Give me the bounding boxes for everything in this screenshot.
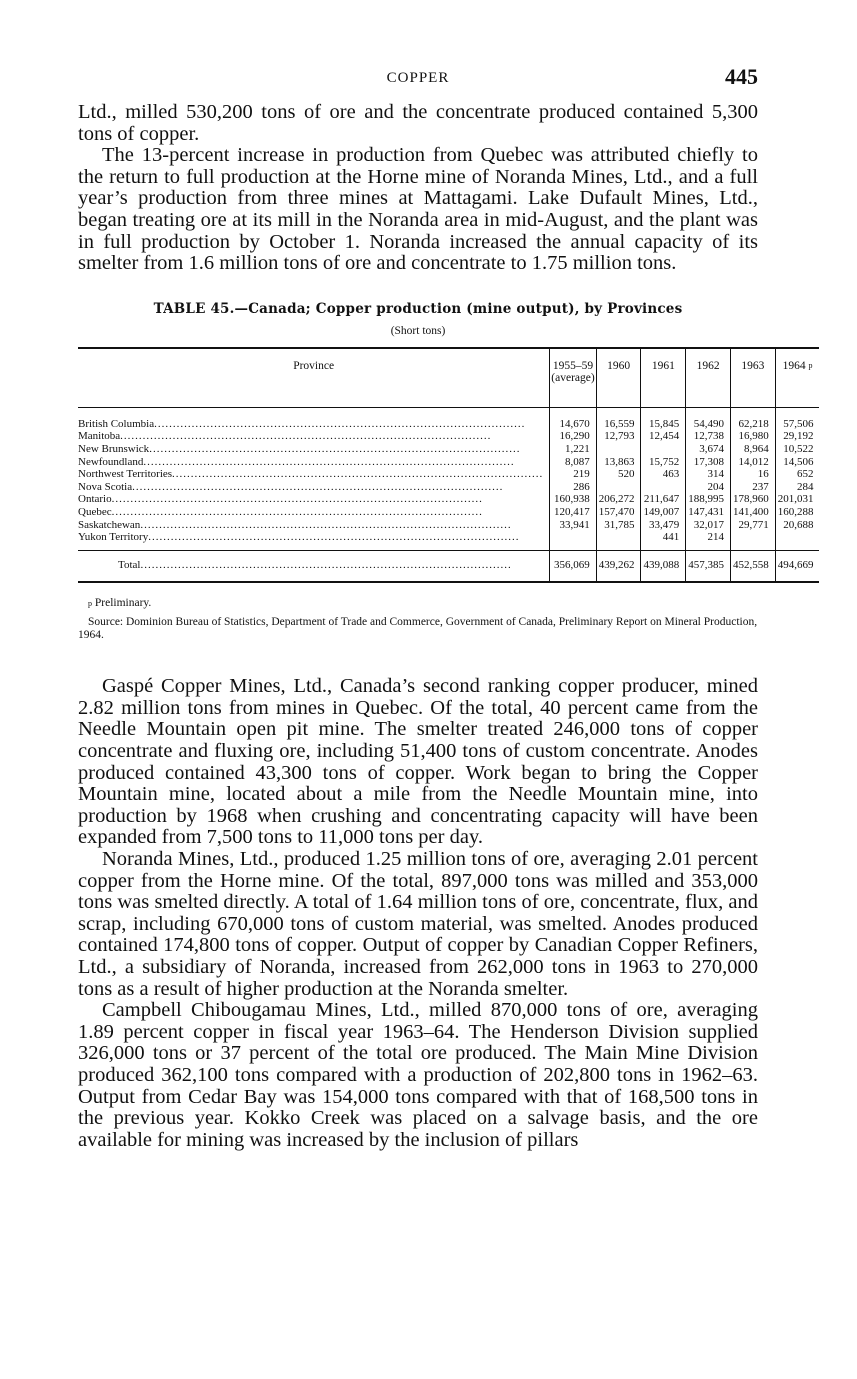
value-cell: 178,960 bbox=[730, 493, 775, 506]
value-cell: 214 bbox=[686, 531, 731, 550]
value-cell bbox=[730, 531, 775, 550]
province-cell: Northwest Territories ..... bbox=[78, 468, 550, 481]
value-cell: 652 bbox=[775, 468, 819, 481]
value-cell: 17,308 bbox=[686, 456, 731, 469]
paragraph-campbell: Campbell Chibougamau Mines, Ltd., milled 870,000 tons of ore, averaging 1.89 percent copper in fiscal year 1963–64. The Henderson Division supplied 326,000 tons or 37 percent of the total ore produced. The Main Mine Division produced 362,100 tons compared with a production of 202,800 tons in 1962–63. Output from Cedar Bay was 154,000 tons compared with that of 168,500 tons in the previous year. Kokko Creek was placed on a salvage basis, and the ore available for mining was increased by the inclusion of pillars bbox=[78, 999, 758, 1151]
running-title: COPPER bbox=[386, 70, 450, 86]
value-cell: 16,559 bbox=[596, 407, 641, 430]
table-source: Source: Dominion Bureau of Statistics, Department of Trade and Commerce, Government of Canada, Preliminary Report on Mineral Production, 1964. bbox=[78, 616, 758, 642]
total-value-cell: 439,088 bbox=[641, 550, 686, 582]
value-cell bbox=[641, 443, 686, 456]
value-cell: 13,863 bbox=[596, 456, 641, 469]
table-header-row bbox=[78, 348, 819, 408]
value-cell: 160,938 bbox=[550, 493, 596, 506]
header-1960: 1960 bbox=[596, 348, 641, 408]
value-cell bbox=[641, 481, 686, 494]
header-1961: 1961 bbox=[641, 348, 686, 408]
value-cell: 201,031 bbox=[775, 493, 819, 506]
table-row bbox=[78, 519, 819, 532]
footnote bbox=[78, 597, 758, 610]
table-row bbox=[78, 456, 819, 469]
value-cell: 314 bbox=[686, 468, 731, 481]
header-1955-59: 1955–59 (average) bbox=[550, 348, 596, 408]
table-row bbox=[78, 430, 819, 443]
province-cell: Yukon Territory ..... bbox=[78, 531, 550, 550]
value-cell: 8,087 bbox=[550, 456, 596, 469]
province-cell: Saskatchewan ..... bbox=[78, 519, 550, 532]
value-cell bbox=[596, 443, 641, 456]
total-value-cell: 494,669 bbox=[775, 550, 819, 582]
table-row bbox=[78, 443, 819, 456]
province-cell: Ontario ..... bbox=[78, 493, 550, 506]
paragraph-noranda: Noranda Mines, Ltd., produced 1.25 million tons of ore, averaging 2.01 percent copper from the Horne mine. Of the total, 897,000 tons was milled and 353,000 tons was smelted directly. A total of 1.64 million tons of ore, concentrate, flux, and scrap, including 670,000 tons of custom material, was smelted. Anodes produced contained 174,800 tons of copper. Output of copper by Canadian Copper Refiners, Ltd., a subsidiary of Noranda, increased from 262,000 tons in 1963 to 270,000 tons as a result of higher production at the Noranda smelter. bbox=[78, 848, 758, 1000]
value-cell: 32,017 bbox=[686, 519, 731, 532]
total-value-cell: 439,262 bbox=[596, 550, 641, 582]
value-cell: 14,012 bbox=[730, 456, 775, 469]
value-cell: 141,400 bbox=[730, 506, 775, 519]
header-1962: 1962 bbox=[686, 348, 731, 408]
page-number: 445 bbox=[725, 64, 758, 89]
value-cell bbox=[775, 531, 819, 550]
table-unit: (Short tons) bbox=[390, 324, 446, 337]
value-cell: 54,490 bbox=[686, 407, 731, 430]
province-cell: British Columbia ..... bbox=[78, 407, 550, 430]
value-cell: 14,506 bbox=[775, 456, 819, 469]
page bbox=[78, 62, 814, 1151]
value-cell: 206,272 bbox=[596, 493, 641, 506]
value-cell: 16,980 bbox=[730, 430, 775, 443]
value-cell: 160,288 bbox=[775, 506, 819, 519]
table-row bbox=[78, 493, 819, 506]
table-row bbox=[78, 468, 819, 481]
header-1964-label: 1964 bbox=[782, 359, 806, 372]
value-cell: 120,417 bbox=[550, 506, 596, 519]
production-table bbox=[78, 347, 819, 584]
footnote-mark: p bbox=[88, 599, 92, 609]
value-cell: 33,941 bbox=[550, 519, 596, 532]
table-notes bbox=[78, 597, 758, 642]
value-cell: 157,470 bbox=[596, 506, 641, 519]
value-cell: 20,688 bbox=[775, 519, 819, 532]
table-body bbox=[78, 407, 819, 582]
value-cell: 62,218 bbox=[730, 407, 775, 430]
paragraph-gaspe: Gaspé Copper Mines, Ltd., Canada’s second ranking copper producer, mined 2.82 million tons from mines in Quebec. Of the total, 40 percent came from the Needle Mountain open pit mine. The smelter treated 246,000 tons of copper concentrate and fluxing ore, including 51,400 tons of custom concentrate. Anodes produced contained 43,300 tons of copper. Work began to bring the Copper Mountain mine, located about a mile from the Needle Mountain mine, into production by 1968 when crushing and concentrating capacity will have been expanded from 7,500 tons to 11,000 tons per day. bbox=[78, 675, 758, 849]
province-cell: Nova Scotia ..... bbox=[78, 481, 550, 494]
table-title: TABLE 45.—Canada; Copper production (mine output), by Provinces bbox=[153, 300, 683, 317]
table-row bbox=[78, 506, 819, 519]
value-cell: 204 bbox=[686, 481, 731, 494]
total-value-cell: 452,558 bbox=[730, 550, 775, 582]
running-head bbox=[78, 62, 758, 102]
header-1963: 1963 bbox=[730, 348, 775, 408]
value-cell: 29,192 bbox=[775, 430, 819, 443]
value-cell: 463 bbox=[641, 468, 686, 481]
value-cell: 286 bbox=[550, 481, 596, 494]
value-cell: 3,674 bbox=[686, 443, 731, 456]
province-cell: New Brunswick ..... bbox=[78, 443, 550, 456]
value-cell: 12,454 bbox=[641, 430, 686, 443]
total-value-cell: 457,385 bbox=[686, 550, 731, 582]
value-cell: 57,506 bbox=[775, 407, 819, 430]
value-cell: 15,752 bbox=[641, 456, 686, 469]
total-value-cell: 356,069 bbox=[550, 550, 596, 582]
paragraph-quebec: The 13-percent increase in production from Quebec was attributed chiefly to the return to full production at the Horne mine of Noranda Mines, Ltd., and a full year’s production from three mines at Mattagami. Lake Dufault Mines, Ltd., began treating ore at its mill in the Noranda area in mid-August, and the plant was in full production by October 1. Noranda increased the annual capacity of its smelter from 1.6 million tons of ore and concentrate to 1.75 million tons. bbox=[78, 144, 758, 275]
value-cell: 520 bbox=[596, 468, 641, 481]
value-cell: 16,290 bbox=[550, 430, 596, 443]
value-cell: 15,845 bbox=[641, 407, 686, 430]
value-cell bbox=[596, 531, 641, 550]
value-cell: 149,007 bbox=[641, 506, 686, 519]
value-cell: 8,964 bbox=[730, 443, 775, 456]
value-cell: 188,995 bbox=[686, 493, 731, 506]
value-cell: 31,785 bbox=[596, 519, 641, 532]
header-1964 bbox=[775, 348, 819, 408]
value-cell: 12,738 bbox=[686, 430, 731, 443]
value-cell: 237 bbox=[730, 481, 775, 494]
province-cell: Quebec ..... bbox=[78, 506, 550, 519]
total-row bbox=[78, 550, 819, 582]
value-cell: 10,522 bbox=[775, 443, 819, 456]
value-cell: 1,221 bbox=[550, 443, 596, 456]
value-cell bbox=[596, 481, 641, 494]
value-cell: 14,670 bbox=[550, 407, 596, 430]
value-cell bbox=[550, 531, 596, 550]
total-label-cell: Total ..... bbox=[78, 550, 550, 582]
value-cell: 211,647 bbox=[641, 493, 686, 506]
province-cell: Manitoba ..... bbox=[78, 430, 550, 443]
header-province: Province bbox=[78, 348, 550, 408]
value-cell: 12,793 bbox=[596, 430, 641, 443]
footnote-text: Preliminary. bbox=[94, 597, 152, 610]
table-row bbox=[78, 481, 819, 494]
value-cell: 16 bbox=[730, 468, 775, 481]
province-cell: Newfoundland ..... bbox=[78, 456, 550, 469]
paragraph-continued: Ltd., milled 530,200 tons of ore and the concentrate produced contained 5,300 tons of copper. bbox=[78, 101, 758, 145]
value-cell: 29,771 bbox=[730, 519, 775, 532]
value-cell: 147,431 bbox=[686, 506, 731, 519]
value-cell: 33,479 bbox=[641, 519, 686, 532]
preliminary-mark: p bbox=[808, 360, 813, 370]
value-cell: 284 bbox=[775, 481, 819, 494]
value-cell: 441 bbox=[641, 531, 686, 550]
value-cell: 219 bbox=[550, 468, 596, 481]
table-row bbox=[78, 531, 819, 550]
table-row bbox=[78, 407, 819, 430]
